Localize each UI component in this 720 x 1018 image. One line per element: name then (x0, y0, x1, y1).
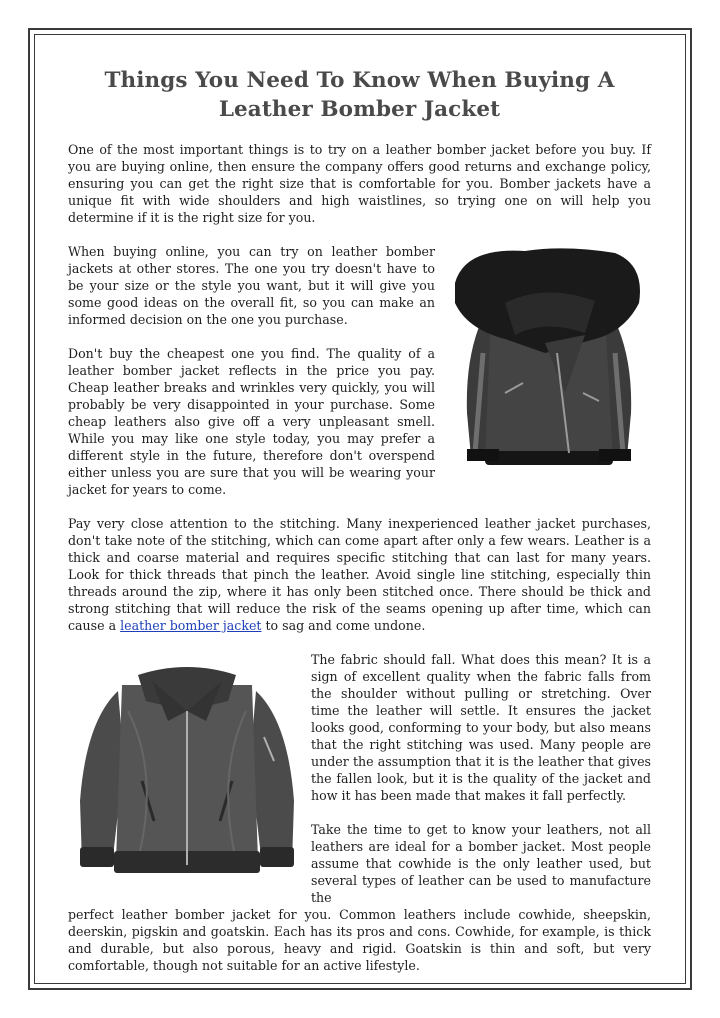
stitching-text: Pay very close attention to the stitching. Many inexperienced leather jacket purchases, don't take note of the stitching, which can come apart after only a few wears. Leather is a thick and coarse material and requires specific stitching that can last for many years. Look for thick threads that pinch the leather. Avoid single line stitching, especially thin threads around the zip, where it has only been stitched once. There should be thick and strong stitching that will reduce the risk of the seams opening up after time, which can cause a (68, 516, 651, 633)
paragraph-fit: One of the most important things is to try on a leather bomber jacket before you buy. If you are buying online, then ensure the company offers good returns and exchange policy, ensuring you can get the right size that is comfortable for you. Bomber jackets have a unique fit with wide shoulders and high waistlines, so trying one on will help you determine if it is the right size for you. (68, 142, 651, 225)
paragraph-leathers-start: Take the time to get to know your leathers, not all leathers are ideal for a bomber jacket. Most people assume that cowhide is the only leather used, but several types of leather can be used to manufacture the (311, 822, 651, 905)
paragraph-price: Don't buy the cheapest one you find. The quality of a leather bomber jacket reflects in the price you pay. Cheap leather breaks and wrinkles very quickly, you will probably be very disappointed in your purchase. Some cheap leathers also give off a very unpleasant smell. While you may like one style today, you may prefer a different style in the future, therefore don't overspend either unless you are sure that you will be wearing your jacket for years to come. (68, 346, 435, 497)
article-title: Things You Need To Know When Buying A Leather Bomber Jacket (104, 68, 615, 122)
shearling-jacket-image (445, 243, 651, 479)
article (68, 66, 651, 991)
stitching-text-end: to sag and come undone. (261, 618, 426, 633)
paragraph-try-on: When buying online, you can try on leather bomber jackets at other stores. The one you try doesn't have to be your size or the style you want, but it will give you some good ideas on the overall fit, so you can make an informed decision on the one you purchase. (68, 244, 435, 327)
section-shearling (68, 243, 651, 498)
paragraph-fabric-fall: The fabric should fall. What does this mean? It is a sign of excellent quality when the fabric falls from the shoulder without pulling or stretching. Over time the leather will settle. It ensures the jacket looks good, conforming to your body, but also means that the right stitching was used. Many people are under the assumption that it is the leather that gives the fallen look, but it is the quality of the jacket and how it has been made that makes it fall perfectly. (311, 652, 651, 803)
paragraph-leathers-end: perfect leather bomber jacket for you. Common leathers include cowhide, sheepskin, deerskin, pigskin and goatskin. Each has its pros and cons. Cowhide, for example, is thick and durable, but also porous, heavy and rigid. Goatskin is thin and soft, but very comfortable, though not suitable for an active lifestyle. (68, 907, 651, 973)
paragraph-stitching (68, 515, 651, 634)
leather-bomber-jacket-link[interactable]: leather bomber jacket (120, 618, 262, 633)
section-bomber (68, 651, 651, 906)
bomber-jacket-image (68, 651, 306, 887)
